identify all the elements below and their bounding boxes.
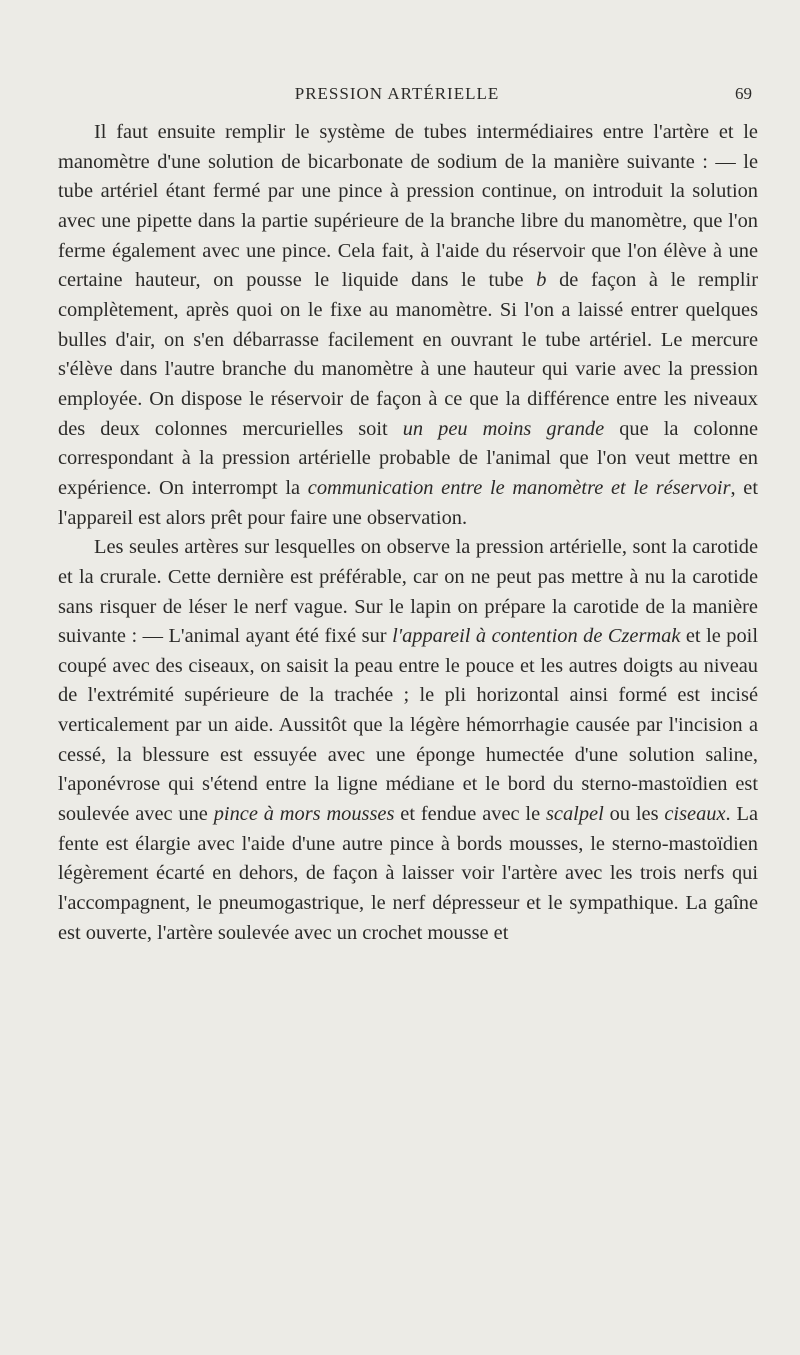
page-header xyxy=(36,84,758,108)
text-run: Les seules artères sur lesquelles on observe la pression artérielle, sont la carotide et la crurale. Cette dernière est préférable, car on ne peut pas mettre à nu la carotide sans risquer de léser le nerf vague. Sur le lapin on prépare la carotide de la manière suivante : — L'animal ayant été fixé sur xyxy=(58,536,758,648)
page-number: 69 xyxy=(735,84,752,103)
italic-text-run: b xyxy=(536,269,547,292)
italic-text-run: pince à mors mousses xyxy=(213,803,395,826)
italic-text-run: scalpel xyxy=(545,803,604,826)
text-run: . La fente est élargie avec l'aide d'une autre pince à bords mousses, le sterno-mastoïdien légèrement écarté en dehors, de façon à laisser voir l'artère avec les trois nerfs qui l'accompagnent, le pneumogastrique, le nerf dépresseur et le sympathique. La gaîne est ouverte, l'artère soulevée avec un crochet mousse et xyxy=(58,803,758,944)
text-run: de façon à le remplir complètement, après quoi on le fixe au manomètre. Si l'on a laissé entrer quelques bulles d'air, on s'en débarrasse facilement en ouvrant le tube artériel. Le mercure s'élève dans l'autre branche du manomètre à une hauteur qui varie avec la pression employée. On dispose le réservoir de façon à ce que la différence entre les niveaux des deux colonnes mercurielles soit xyxy=(58,269,758,440)
italic-text-run: communication entre le manomètre et le réservoir xyxy=(307,476,731,499)
body-text xyxy=(58,118,758,948)
paragraph-2 xyxy=(58,533,758,948)
running-title: PRESSION ARTÉRIELLE xyxy=(294,84,500,103)
italic-text-run: ciseaux xyxy=(664,803,726,826)
paragraph-1 xyxy=(58,118,758,533)
text-run: ou les xyxy=(603,803,665,826)
text-run: et le poil coupé avec des ciseaux, on saisit la peau entre le pouce et les autres doigts au niveau de l'extrémité supérieure de la trachée ; le pli horizontal ainsi formé est incisé verticalement par un aide. Aussitôt que la légère hémorrhagie causée par l'incision a cessé, la blessure est essuyée avec une éponge humectée d'une solution saline, l'aponévrose qui s'étend entre la ligne médiane et le bord du sterno-mastoïdien est soulevée avec une xyxy=(58,625,759,826)
italic-text-run: un peu moins grande xyxy=(402,417,605,440)
text-run: que la colonne correspondant à la pression artérielle probable de l'animal que l'on veut mettre en expérience. On interrompt la xyxy=(58,417,758,499)
italic-text-run: l'appareil à contention de Czermak xyxy=(392,625,681,648)
text-run: , et l'appareil est alors prêt pour faire une observation. xyxy=(58,476,758,529)
text-run: et fendue avec le xyxy=(394,803,546,826)
text-run: Il faut ensuite remplir le système de tubes intermédiaires entre l'artère et le manomètre d'une solution de bicarbonate de sodium de la manière suivante : — le tube artériel étant fermé par une pince à pression continue, on introduit la solution avec une pipette dans la partie supérieure de la branche libre du manomètre, que l'on ferme également avec une pince. Cela fait, à l'aide du réservoir que l'on élève à une certaine hauteur, on pousse le liquide dans le tube xyxy=(58,121,758,292)
